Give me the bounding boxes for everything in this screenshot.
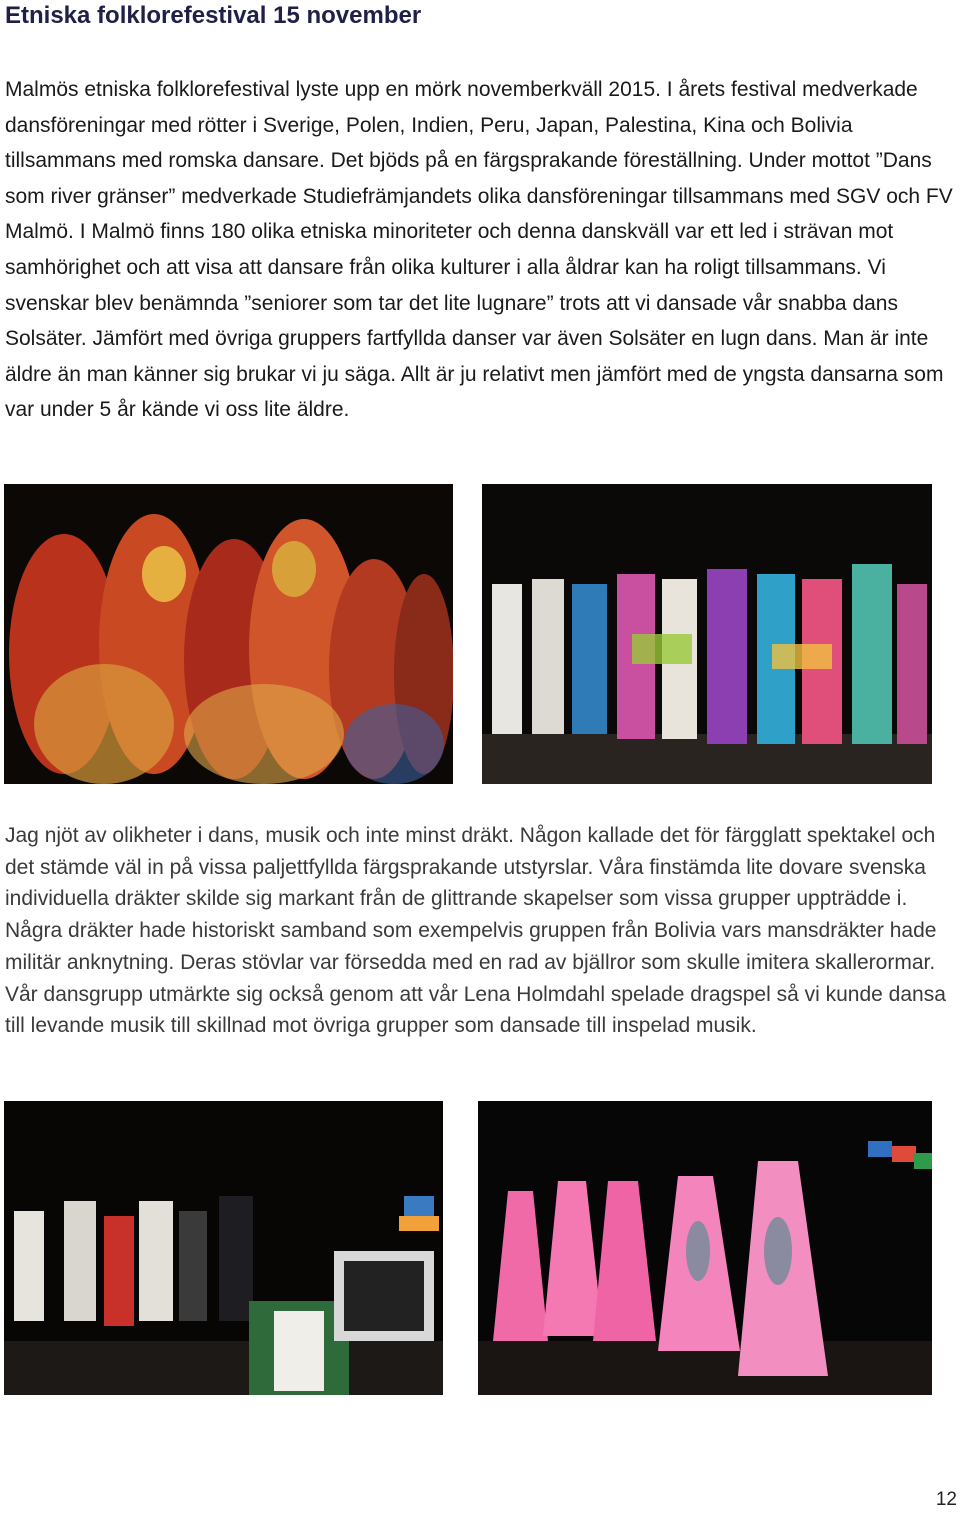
sentence: Under mottot ”Dans som river gränser” medverkade Studiefrämjandets olika dansföreningar tillsammans med SGV och FV Malmö. — [5, 149, 953, 244]
page-number: 12 — [935, 1489, 957, 1510]
sentence: Jämfört med övriga gruppers fartfyllda danser var även Solsäter en lugn dans. — [86, 327, 818, 351]
sentence: Man är inte äldre än man känner sig brukar vi ju säga. — [5, 327, 929, 386]
sentence: Jag njöt av olikheter i dans, musik och inte minst dräkt. — [5, 824, 514, 847]
intro-paragraph — [5, 72, 955, 428]
sentence: Våra finstämda lite dovare svenska individuella dräkter skilde sig markant från de glittrande skapelser som vissa grupper uppträdde i. — [5, 855, 926, 911]
photo-colorful-dance-group — [482, 484, 932, 784]
sentence: Någon kallade det för färgglatt spektakel och det stämde väl in på vissa paljettfyllda färgsprakande utstyrslar. — [5, 824, 936, 879]
photo-pink-dress-dancers — [478, 1101, 932, 1395]
second-paragraph — [5, 820, 955, 1042]
page-title: Etniska folklorefestival 15 november — [5, 2, 422, 29]
sentence: Vår dansgrupp utmärkte sig också genom att vår Lena Holmdahl spelade dragspel så vi kunde dansa till levande musik till skillnad mot övriga grupper som dansade till inspelad musik. — [5, 982, 946, 1038]
sentence: Allt är ju relativt men jämfört med de yngsta dansarna som var under 5 år kände vi oss lite äldre. — [5, 362, 944, 422]
sentence: Några dräkter hade historiskt samband som exempelvis gruppen från Bolivia vars mansdräkter hade militär anknytning. — [5, 919, 937, 974]
photo-red-veiled-dancers — [4, 484, 453, 784]
sentence: I Malmö finns 180 olika etniska minoriteter och denna danskväll var ett led i strävan mot samhörighet och att visa att dansare från olika kulturer i alla åldrar kan ha roligt tillsammans. — [5, 220, 894, 279]
sentence: Malmös etniska folklorefestival lyste upp en mörk novemberkväll 2015. I årets festival medverkade dansföreningar med rötter i Sverige, Polen, Indien, Peru, Japan, Palestina, Kina och Bolivia tillsammans med romska dansare. Det bjöds på en färgsprakande föreställning. — [5, 78, 918, 173]
sentence: Vi svenskar blev benämnda ”seniorer som tar det lite lugnare” trots att vi dansade vår snabba dans Solsäter. — [5, 255, 898, 351]
sentence: Deras stövlar var försedda med en rad av bjällror som skulle imitera skallerormar. — [174, 950, 936, 974]
photo-swedish-folk-dancers-accordion — [4, 1101, 443, 1395]
